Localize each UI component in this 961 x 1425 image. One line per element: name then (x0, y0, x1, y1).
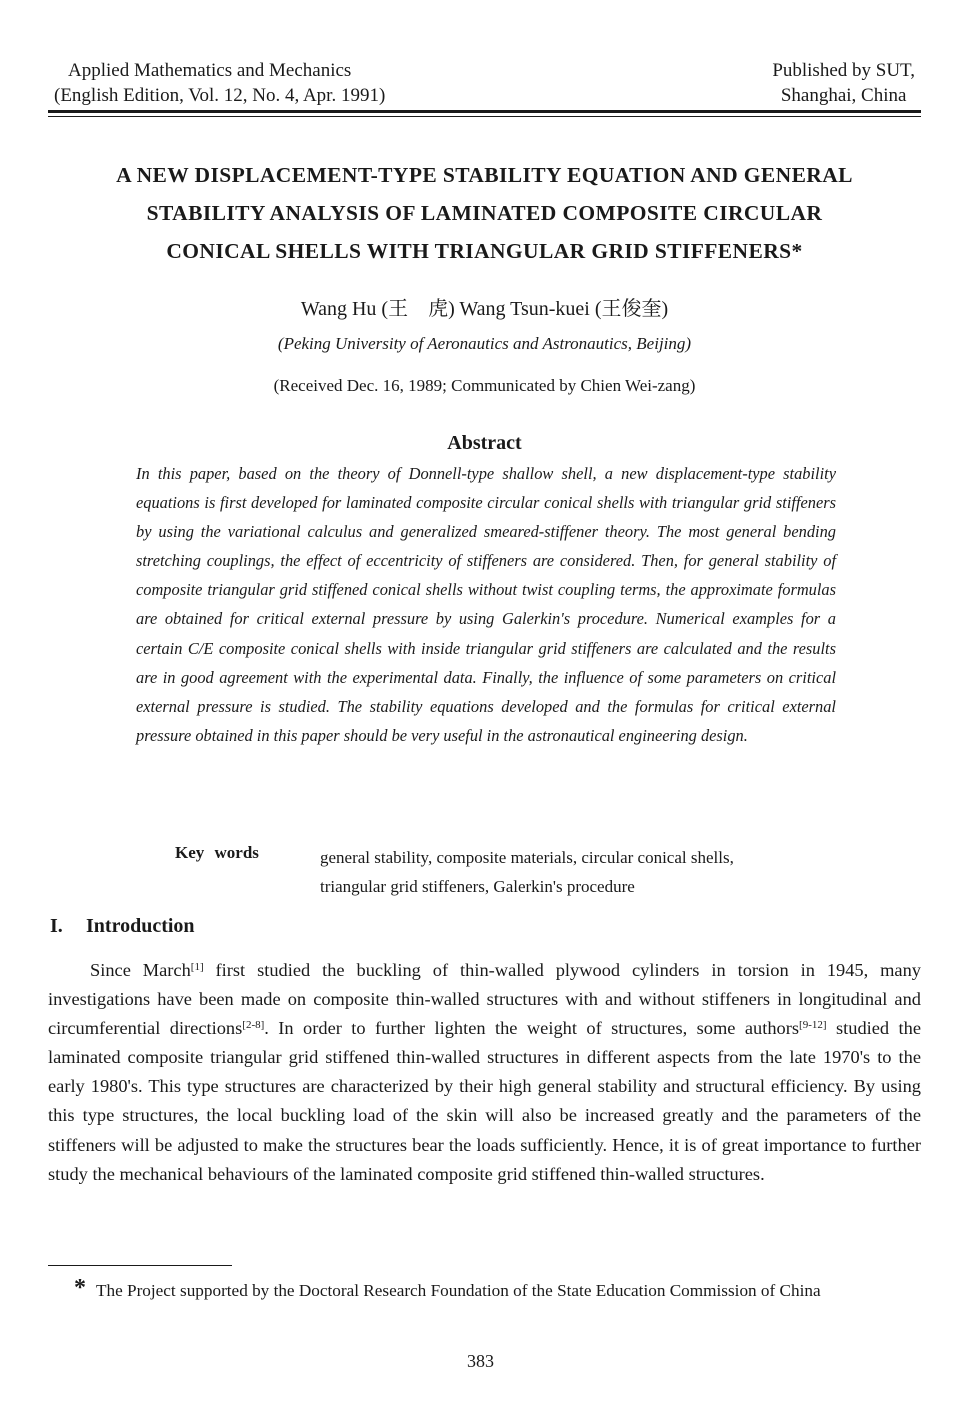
footnote-rule (48, 1265, 232, 1266)
intro-text-a: Since March (90, 960, 191, 980)
title-line-1: A NEW DISPLACEMENT-TYPE STABILITY EQUATION AND GENERAL (116, 163, 853, 187)
intro-text-b: first studied the buckling of thin-walled plywood cylinders in torsion in 1945, many investigations have been made on composite thin-walled structures with and without stiffeners in longitudinal and circumferential directions (48, 960, 921, 1039)
footnote-marker: * (74, 1275, 86, 1301)
keywords-line-2: triangular grid stiffeners, Galerkin's procedure (320, 877, 635, 896)
footnote-text: The Project supported by the Doctoral Research Foundation of the State Education Commission of China (96, 1281, 821, 1300)
keywords-list (320, 843, 840, 901)
publisher-location: Shanghai, China (780, 85, 907, 106)
title-line-3: CONICAL SHELLS WITH TRIANGULAR GRID STIFFENERS* (166, 239, 803, 263)
abstract-text: In this paper, based on the theory of Donnell-type shallow shell, a new displacement-type stability equations is first developed for laminated composite circular conical shells with triangular grid stiffeners by using the variational calculus and generalized smeared-stiffener theory. The most general bending stretching couplings, the effect of eccentricity of stiffeners are considered. Then, for general stability of composite triangular grid stiffened conical shells without twist coupling terms, the approximate formulas are obtained for critical external pressure by using Galerkin's procedure. Numerical examples for a certain C/E composite conical shells with inside triangular grid stiffeners are calculated and the results are in good agreement with the experimental data. Finally, the influence of some parameters on critical external pressure is studied. The stability equations developed and the formulas for critical external pressure obtained in this paper should be very useful in the astronautical engineering design. (136, 464, 836, 745)
authors: Wang Hu (王 虎) Wang Tsun-kuei (王俊奎) (300, 298, 669, 320)
received-date: (Received Dec. 16, 1989; Communicated by Chien Wei-zang) (273, 376, 696, 395)
paper-title (48, 156, 921, 270)
citation-ref-2[interactable]: [2-8] (242, 1019, 265, 1032)
journal-edition: (English Edition, Vol. 12, No. 4, Apr. 1991) (54, 85, 386, 106)
journal-name: Applied Mathematics and Mechanics (68, 60, 352, 81)
publisher-name: Published by SUT, (772, 60, 915, 81)
intro-text-c: . In order to further lighten the weight of structures, some authors (264, 1018, 800, 1039)
citation-ref-1[interactable]: [1] (190, 961, 204, 973)
citation-ref-3[interactable]: [9-12] (799, 1019, 827, 1032)
publisher-header (772, 58, 915, 108)
intro-text-d: studied the laminated composite triangular grid stiffened thin-walled structures in different aspects from the late 1970's to the early 1980's. This type structures are characterized by their high general stability and structural efficiency. By using this type structures, the local buckling load of the skin will also be increased greatly and the parameters of the stiffeners will be adjusted to make the structures bear the loads sufficiently. Hence, it is of great importance to further study the mechanical behaviours of the laminated composite grid stiffened thin-walled structures. (48, 1018, 921, 1184)
section-heading (50, 915, 195, 938)
page-number: 383 (467, 1351, 494, 1371)
journal-header (54, 58, 385, 108)
title-line-2: STABILITY ANALYSIS OF LAMINATED COMPOSITE CIRCULAR (146, 201, 823, 225)
introduction-paragraph (48, 956, 921, 1189)
affiliation: (Peking University of Aeronautics and Astronautics, Beijing) (277, 334, 692, 353)
keywords-label: Key words (175, 843, 259, 862)
section-number: I. (50, 915, 63, 937)
header-rule-thick (48, 110, 921, 113)
keywords-line-1: general stability, composite materials, circular conical shells, (320, 848, 734, 867)
abstract-heading: Abstract (447, 432, 522, 454)
header-rule-thin (48, 116, 921, 117)
section-title: Introduction (86, 915, 195, 937)
